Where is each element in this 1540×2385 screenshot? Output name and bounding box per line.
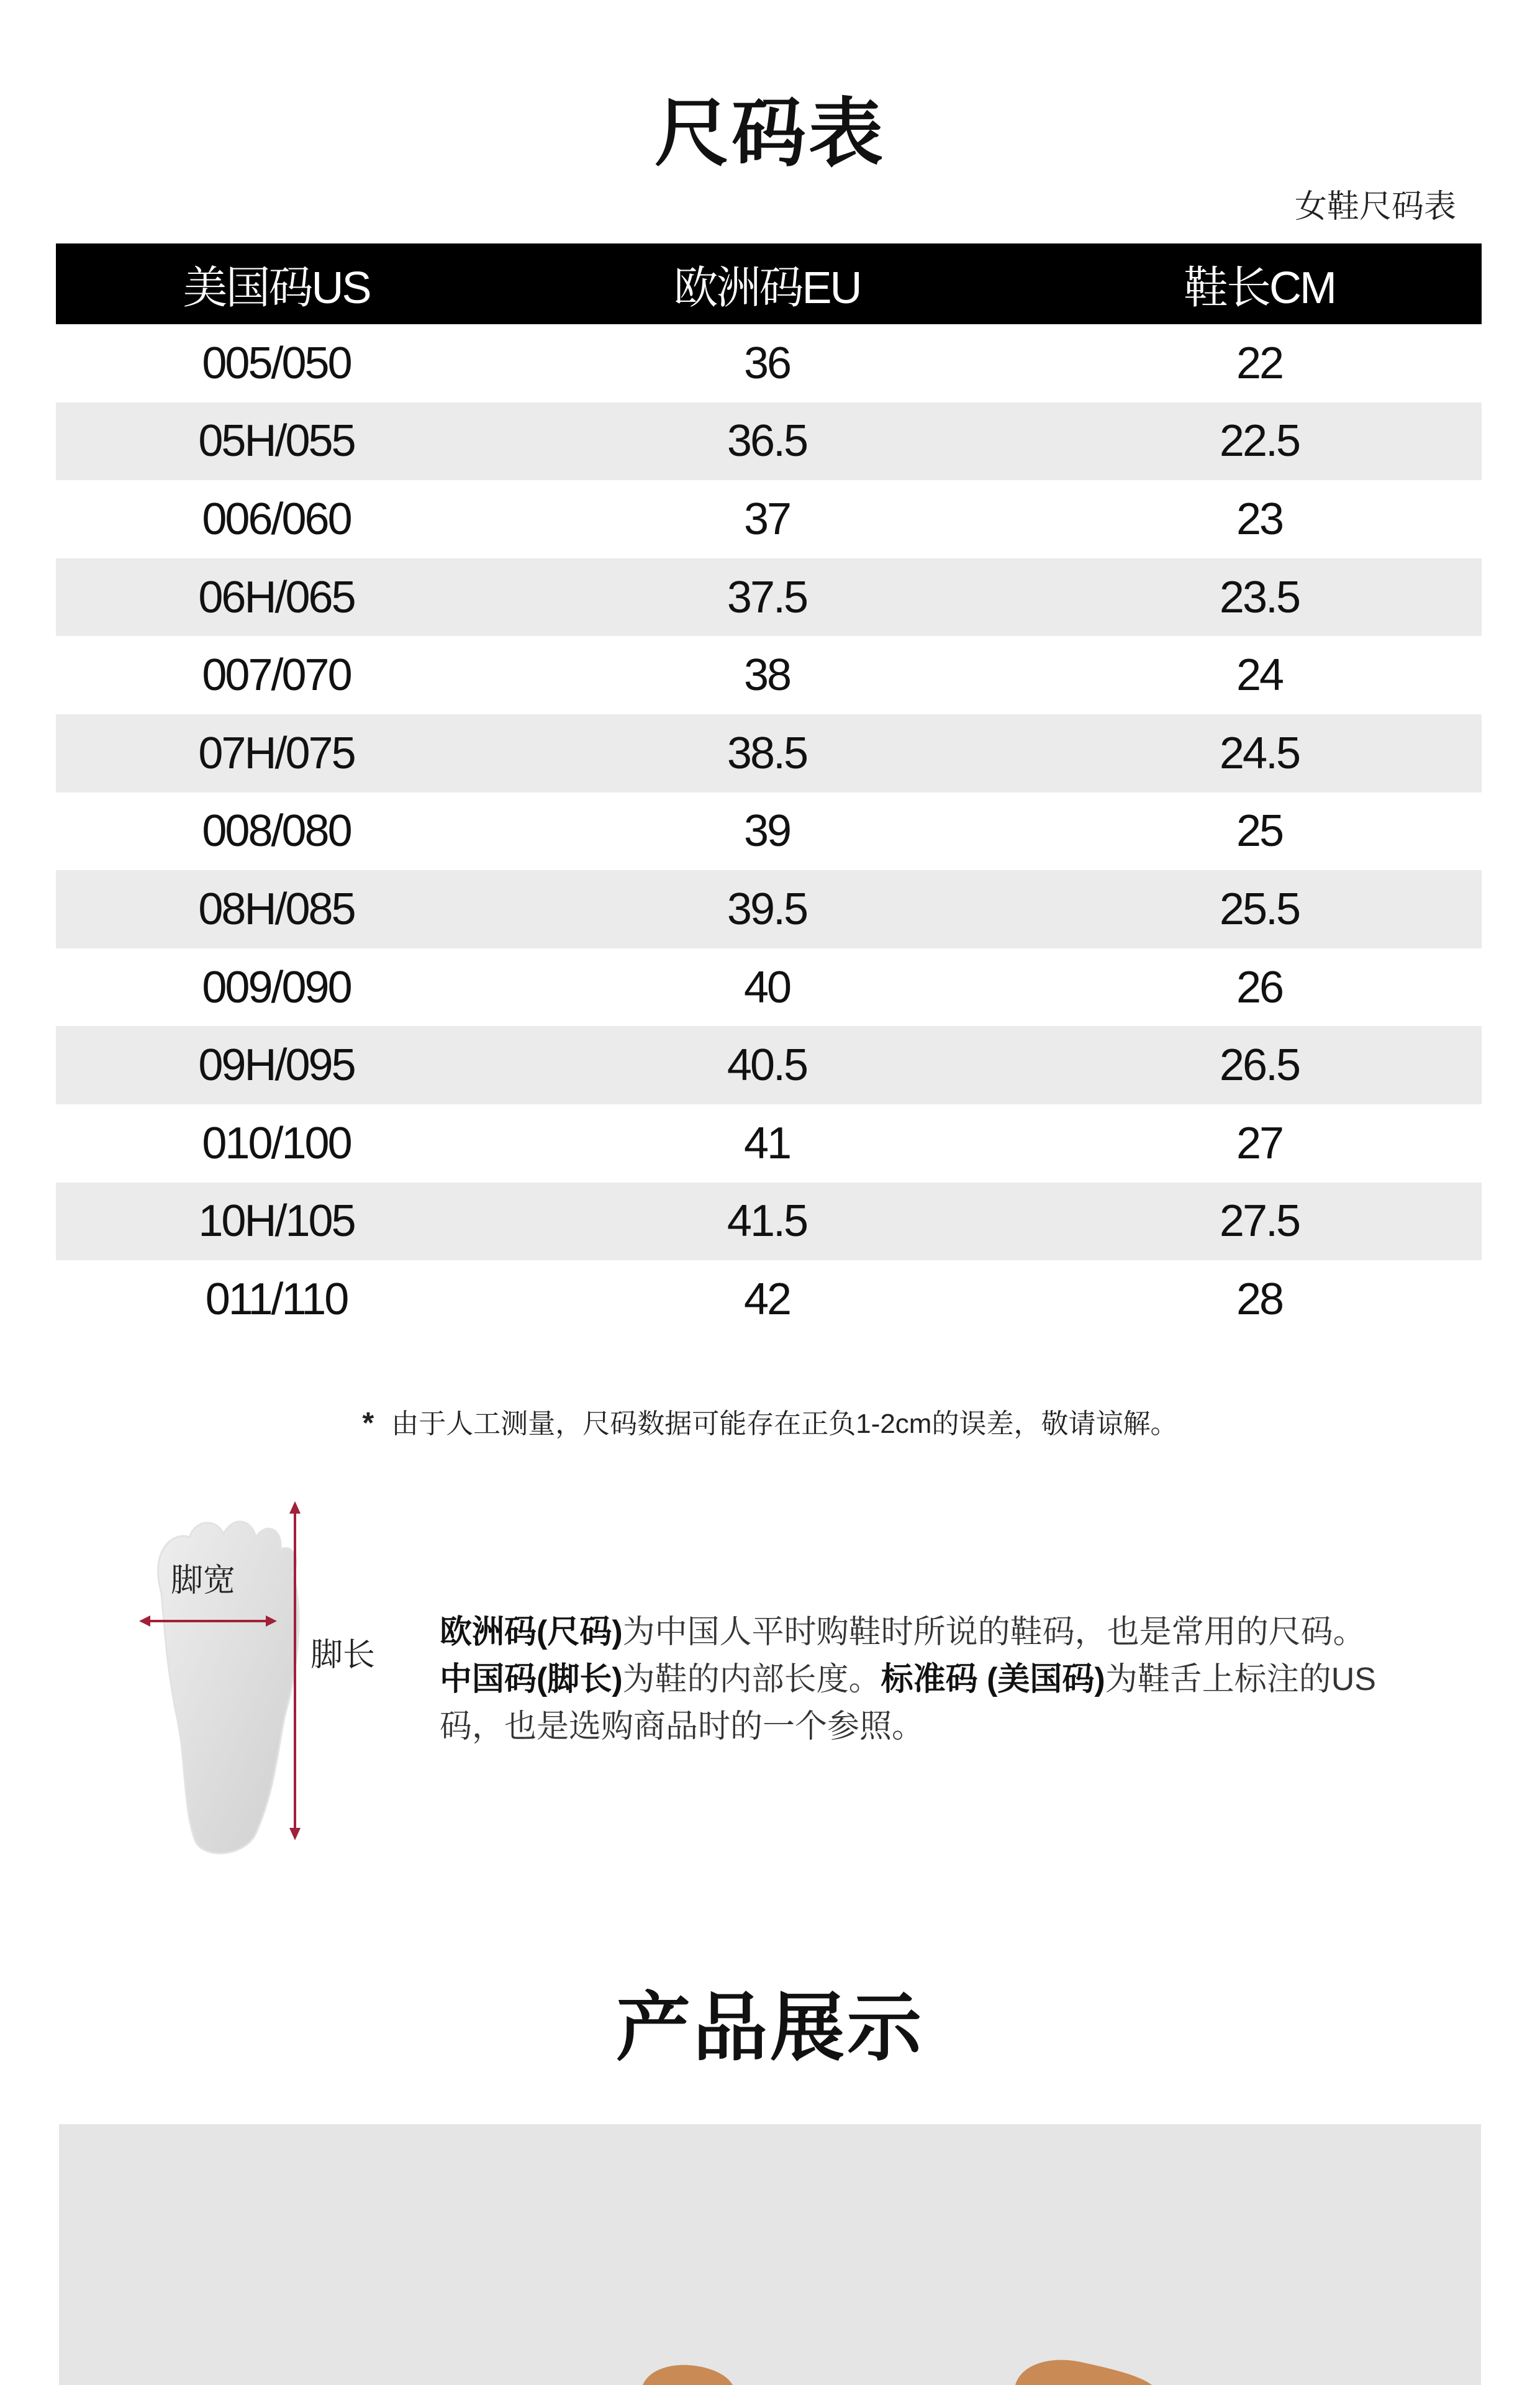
cell-cm: 25.5 — [1219, 884, 1300, 934]
shoe-image-icon — [59, 2124, 1481, 2385]
table-row — [56, 1026, 1482, 1104]
cell-us: 011/110 — [205, 1274, 348, 1324]
eu-text: 为中国人平时购鞋时所说的鞋码，也是常用的尺码。 — [622, 1614, 1366, 1650]
header-cm: 鞋长CM — [1184, 263, 1335, 313]
cell-cm: 22 — [1236, 338, 1283, 388]
cell-us: 008/080 — [202, 806, 351, 856]
eu-term: 欧洲码(尺码) — [440, 1614, 623, 1650]
note-text: 由于人工测量，尺码数据可能存在正负1-2cm的误差，敬请谅解。 — [391, 1409, 1178, 1439]
measurement-note — [0, 1405, 1540, 1443]
cell-us: 09H/095 — [198, 1040, 355, 1091]
cell-eu: 41.5 — [727, 1196, 807, 1247]
cell-eu: 39.5 — [727, 884, 807, 934]
table-row — [56, 1183, 1482, 1261]
table-row — [56, 1260, 1482, 1338]
product-section-title: 产品展示 — [616, 1986, 924, 2069]
cell-us: 009/090 — [202, 962, 351, 1012]
foot-width-label: 脚宽 — [171, 1563, 236, 1599]
cell-eu: 40 — [743, 962, 790, 1012]
product-photo — [59, 2124, 1481, 2385]
cell-cm: 26 — [1236, 962, 1283, 1012]
table-body — [56, 324, 1482, 1338]
cell-cm: 24.5 — [1219, 728, 1300, 778]
cell-eu: 42 — [743, 1274, 790, 1324]
cell-us: 06H/065 — [198, 572, 355, 622]
cn-term: 中国码(脚长) — [440, 1661, 623, 1697]
chart-subtitle: 女鞋尺码表 — [1294, 189, 1456, 225]
cell-eu: 39 — [743, 806, 790, 856]
table-row — [56, 402, 1482, 481]
note-star: * — [362, 1407, 374, 1440]
cell-eu: 41 — [743, 1118, 790, 1168]
table-row — [56, 870, 1482, 948]
cell-cm: 22.5 — [1219, 416, 1300, 466]
cell-cm: 25 — [1236, 806, 1283, 856]
cell-eu: 37 — [743, 494, 790, 544]
us-text: 为鞋舌上标注的US码，也是选购商品时的一个参照。 — [440, 1661, 1376, 1745]
table-row — [56, 558, 1482, 637]
cell-cm: 23.5 — [1219, 572, 1300, 622]
cell-cm: 24 — [1236, 650, 1283, 701]
table-row — [56, 324, 1482, 402]
cell-us: 08H/085 — [198, 884, 355, 934]
cell-us: 005/050 — [202, 338, 351, 388]
cell-eu: 37.5 — [727, 572, 807, 622]
header-eu: 欧洲码EU — [673, 263, 861, 313]
table-row — [56, 480, 1482, 558]
table-row — [56, 793, 1482, 871]
foot-outline-icon — [124, 1494, 435, 1866]
cell-us: 010/100 — [202, 1118, 351, 1168]
cell-eu: 36.5 — [727, 416, 807, 466]
table-header — [56, 243, 1482, 324]
cell-eu: 40.5 — [727, 1040, 807, 1091]
cell-eu: 36 — [743, 338, 790, 388]
us-term: 标准码 (美国码) — [881, 1661, 1105, 1697]
cell-us: 10H/105 — [198, 1196, 355, 1247]
cell-us: 05H/055 — [198, 416, 355, 466]
cell-eu: 38 — [743, 650, 790, 701]
header-us: 美国码US — [183, 263, 370, 313]
cell-cm: 26.5 — [1219, 1040, 1300, 1091]
cell-cm: 27.5 — [1219, 1196, 1300, 1247]
foot-length-label: 脚长 — [310, 1637, 376, 1673]
size-explanation — [440, 1609, 1433, 1750]
table-row — [56, 714, 1482, 793]
cell-cm: 27 — [1236, 1118, 1283, 1168]
table-row — [56, 636, 1482, 714]
cell-us: 07H/075 — [198, 728, 355, 778]
size-table — [56, 243, 1482, 1338]
cn-text: 为鞋的内部长度。 — [622, 1661, 881, 1697]
cell-cm: 23 — [1236, 494, 1283, 544]
table-row — [56, 948, 1482, 1027]
cell-cm: 28 — [1236, 1274, 1283, 1324]
cell-us: 006/060 — [202, 494, 351, 544]
cell-us: 007/070 — [202, 650, 351, 701]
table-row — [56, 1104, 1482, 1183]
page-title: 尺码表 — [654, 92, 886, 175]
cell-eu: 38.5 — [727, 728, 807, 778]
